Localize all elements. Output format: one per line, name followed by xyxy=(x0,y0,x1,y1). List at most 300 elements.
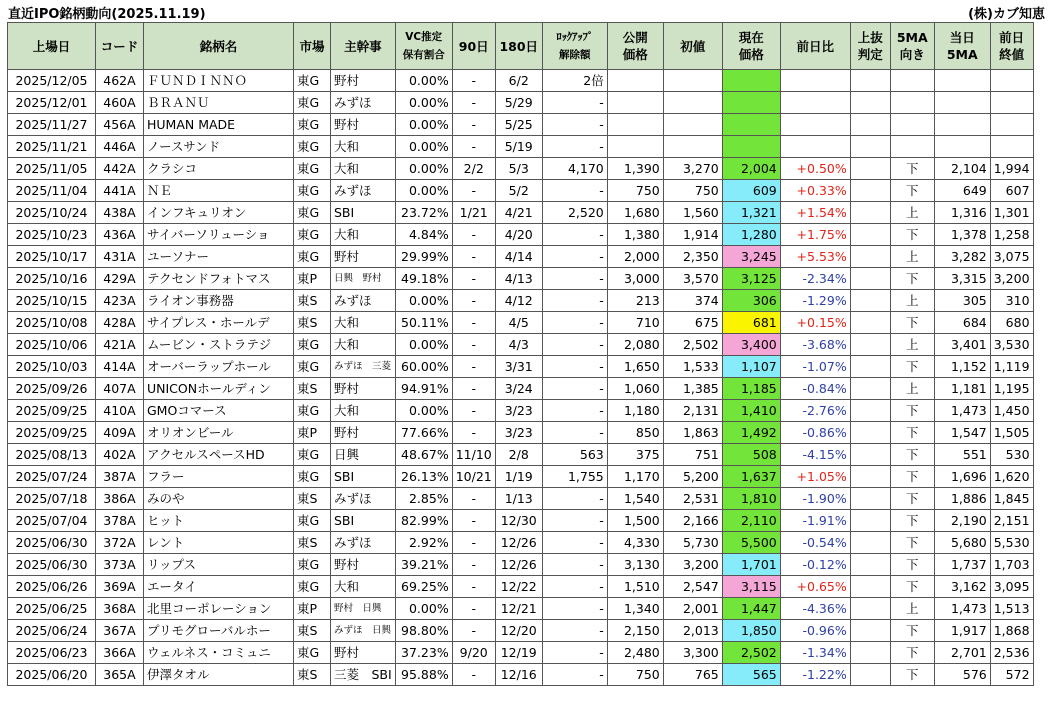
cell-prev: 2,536 xyxy=(990,642,1033,664)
table-row xyxy=(8,180,1034,202)
cell-d90: - xyxy=(452,510,495,532)
cell-name: HUMAN MADE xyxy=(144,114,294,136)
cell-lockup: - xyxy=(542,180,607,202)
table-row xyxy=(8,92,1034,114)
cell-price: 1,447 xyxy=(722,598,780,620)
cell-ipo: 2,480 xyxy=(607,642,663,664)
cell-code: 438A xyxy=(96,202,144,224)
cell-breakout xyxy=(850,642,890,664)
cell-price: 3,245 xyxy=(722,246,780,268)
column-header: 上抜 判定 xyxy=(850,23,890,70)
cell-d90: - xyxy=(452,532,495,554)
cell-lead: 野村 xyxy=(331,246,396,268)
cell-market: 東G xyxy=(294,356,331,378)
cell-date: 2025/07/04 xyxy=(8,510,96,532)
cell-breakout xyxy=(850,400,890,422)
cell-code: 372A xyxy=(96,532,144,554)
cell-d90: - xyxy=(452,92,495,114)
cell-ipo: 750 xyxy=(607,664,663,686)
cell-ma5: 3,401 xyxy=(934,334,990,356)
cell-market: 東G xyxy=(294,114,331,136)
cell-breakout xyxy=(850,532,890,554)
cell-breakout xyxy=(850,114,890,136)
cell-ma-dir: 下 xyxy=(890,158,934,180)
table-body xyxy=(8,70,1034,686)
cell-date: 2025/11/21 xyxy=(8,136,96,158)
cell-d180: 5/3 xyxy=(495,158,542,180)
cell-code: 421A xyxy=(96,334,144,356)
table-row xyxy=(8,488,1034,510)
cell-change: +1.75% xyxy=(780,224,850,246)
cell-d180: 5/2 xyxy=(495,180,542,202)
cell-open: 1,914 xyxy=(663,224,722,246)
cell-prev: 3,200 xyxy=(990,268,1033,290)
cell-ipo: 213 xyxy=(607,290,663,312)
cell-vc: 0.00% xyxy=(395,334,452,356)
column-header: 前日比 xyxy=(780,23,850,70)
cell-ma5: 3,282 xyxy=(934,246,990,268)
cell-vc: 49.18% xyxy=(395,268,452,290)
cell-lead: みずほ xyxy=(331,290,396,312)
cell-ma5: 2,190 xyxy=(934,510,990,532)
column-header: 前日 終値 xyxy=(990,23,1033,70)
cell-breakout xyxy=(850,422,890,444)
cell-market: 東P xyxy=(294,422,331,444)
cell-prev: 2,151 xyxy=(990,510,1033,532)
cell-code: 367A xyxy=(96,620,144,642)
cell-d180: 12/22 xyxy=(495,576,542,598)
cell-date: 2025/11/04 xyxy=(8,180,96,202)
cell-price: 1,321 xyxy=(722,202,780,224)
cell-market: 東S xyxy=(294,620,331,642)
table-row xyxy=(8,598,1034,620)
cell-prev: 1,994 xyxy=(990,158,1033,180)
cell-change: -4.36% xyxy=(780,598,850,620)
cell-ma-dir: 下 xyxy=(890,620,934,642)
cell-d180: 4/5 xyxy=(495,312,542,334)
cell-price: 306 xyxy=(722,290,780,312)
column-header: 上場日 xyxy=(8,23,96,70)
cell-change: -1.91% xyxy=(780,510,850,532)
cell-vc: 0.00% xyxy=(395,92,452,114)
table-row xyxy=(8,466,1034,488)
cell-change: -0.96% xyxy=(780,620,850,642)
cell-lockup: - xyxy=(542,576,607,598)
cell-prev: 1,301 xyxy=(990,202,1033,224)
cell-prev: 1,620 xyxy=(990,466,1033,488)
cell-lockup: - xyxy=(542,664,607,686)
cell-prev: 1,868 xyxy=(990,620,1033,642)
cell-open: 3,200 xyxy=(663,554,722,576)
column-header: 初値 xyxy=(663,23,722,70)
cell-vc: 98.80% xyxy=(395,620,452,642)
cell-vc: 4.84% xyxy=(395,224,452,246)
cell-date: 2025/09/26 xyxy=(8,378,96,400)
cell-ma5: 649 xyxy=(934,180,990,202)
cell-lead: 大和 xyxy=(331,576,396,598)
cell-lead: SBI xyxy=(331,466,396,488)
cell-ma-dir xyxy=(890,70,934,92)
cell-date: 2025/06/26 xyxy=(8,576,96,598)
column-header: 5MA 向き xyxy=(890,23,934,70)
cell-lead: 野村 xyxy=(331,422,396,444)
table-row xyxy=(8,554,1034,576)
cell-lockup: 4,170 xyxy=(542,158,607,180)
cell-date: 2025/10/06 xyxy=(8,334,96,356)
cell-vc: 37.23% xyxy=(395,642,452,664)
cell-vc: 50.11% xyxy=(395,312,452,334)
cell-lockup: - xyxy=(542,598,607,620)
cell-d180: 12/16 xyxy=(495,664,542,686)
cell-lead: 大和 xyxy=(331,158,396,180)
cell-vc: 0.00% xyxy=(395,400,452,422)
table-row xyxy=(8,136,1034,158)
cell-d180: 12/26 xyxy=(495,532,542,554)
cell-ma5: 576 xyxy=(934,664,990,686)
cell-price: 2,110 xyxy=(722,510,780,532)
cell-price: 2,502 xyxy=(722,642,780,664)
cell-open: 2,547 xyxy=(663,576,722,598)
cell-date: 2025/10/08 xyxy=(8,312,96,334)
cell-d90: - xyxy=(452,356,495,378)
cell-d180: 5/29 xyxy=(495,92,542,114)
cell-lockup: 1,755 xyxy=(542,466,607,488)
cell-lead: みずほ xyxy=(331,180,396,202)
cell-date: 2025/06/30 xyxy=(8,532,96,554)
cell-d180: 4/14 xyxy=(495,246,542,268)
column-header: ﾛｯｸｱｯﾌﾟ 解除額 xyxy=(542,23,607,70)
cell-vc: 60.00% xyxy=(395,356,452,378)
cell-ipo: 1,510 xyxy=(607,576,663,598)
cell-date: 2025/06/20 xyxy=(8,664,96,686)
cell-lead: 野村 日興 xyxy=(331,598,396,620)
cell-lead: SBI xyxy=(331,202,396,224)
cell-change: -1.34% xyxy=(780,642,850,664)
cell-d90: - xyxy=(452,180,495,202)
cell-breakout xyxy=(850,180,890,202)
cell-date: 2025/07/18 xyxy=(8,488,96,510)
cell-ma5: 3,315 xyxy=(934,268,990,290)
cell-breakout xyxy=(850,488,890,510)
table-row xyxy=(8,290,1034,312)
cell-ipo: 2,150 xyxy=(607,620,663,642)
cell-name: GMOコマース xyxy=(144,400,294,422)
cell-d90: - xyxy=(452,554,495,576)
cell-ma5 xyxy=(934,92,990,114)
cell-vc: 0.00% xyxy=(395,598,452,620)
cell-open: 2,131 xyxy=(663,400,722,422)
cell-vc: 77.66% xyxy=(395,422,452,444)
cell-ma-dir: 上 xyxy=(890,334,934,356)
cell-ipo: 1,500 xyxy=(607,510,663,532)
cell-open: 3,300 xyxy=(663,642,722,664)
cell-name: ヒット xyxy=(144,510,294,532)
cell-ipo: 710 xyxy=(607,312,663,334)
cell-name: テクセンドフォトマス xyxy=(144,268,294,290)
cell-d180: 12/26 xyxy=(495,554,542,576)
cell-market: 東G xyxy=(294,92,331,114)
cell-lead: SBI xyxy=(331,510,396,532)
cell-ma-dir: 下 xyxy=(890,664,934,686)
cell-breakout xyxy=(850,290,890,312)
cell-ipo: 1,180 xyxy=(607,400,663,422)
cell-open: 5,200 xyxy=(663,466,722,488)
cell-ma5 xyxy=(934,114,990,136)
cell-d90: - xyxy=(452,334,495,356)
cell-ma5: 1,378 xyxy=(934,224,990,246)
credit-label: (株)カブ知恵 xyxy=(968,7,1045,22)
cell-name: フラー xyxy=(144,466,294,488)
cell-name: オーバーラップホール xyxy=(144,356,294,378)
cell-d180: 1/13 xyxy=(495,488,542,510)
cell-market: 東S xyxy=(294,290,331,312)
cell-change: +1.54% xyxy=(780,202,850,224)
cell-lockup: - xyxy=(542,114,607,136)
cell-date: 2025/10/16 xyxy=(8,268,96,290)
cell-date: 2025/10/03 xyxy=(8,356,96,378)
cell-change: +1.05% xyxy=(780,466,850,488)
cell-code: 423A xyxy=(96,290,144,312)
cell-code: 436A xyxy=(96,224,144,246)
column-header: VC推定 保有割合 xyxy=(395,23,452,70)
cell-prev: 1,513 xyxy=(990,598,1033,620)
cell-d180: 4/12 xyxy=(495,290,542,312)
cell-prev: 572 xyxy=(990,664,1033,686)
cell-d180: 12/21 xyxy=(495,598,542,620)
cell-ipo: 850 xyxy=(607,422,663,444)
cell-lead: 日興 野村 xyxy=(331,268,396,290)
cell-date: 2025/09/25 xyxy=(8,400,96,422)
cell-breakout xyxy=(850,202,890,224)
cell-ma-dir: 下 xyxy=(890,356,934,378)
cell-change xyxy=(780,92,850,114)
cell-lockup: - xyxy=(542,422,607,444)
cell-ma5: 2,701 xyxy=(934,642,990,664)
cell-lockup: - xyxy=(542,224,607,246)
cell-price: 1,701 xyxy=(722,554,780,576)
cell-price: 3,400 xyxy=(722,334,780,356)
cell-ipo: 3,000 xyxy=(607,268,663,290)
cell-market: 東S xyxy=(294,532,331,554)
cell-price: 5,500 xyxy=(722,532,780,554)
cell-date: 2025/10/24 xyxy=(8,202,96,224)
cell-breakout xyxy=(850,92,890,114)
cell-breakout xyxy=(850,356,890,378)
cell-ma-dir: 下 xyxy=(890,510,934,532)
cell-price: 1,810 xyxy=(722,488,780,510)
cell-date: 2025/10/17 xyxy=(8,246,96,268)
table-row xyxy=(8,620,1034,642)
cell-breakout xyxy=(850,136,890,158)
cell-lead: 大和 xyxy=(331,224,396,246)
cell-lead: 野村 xyxy=(331,114,396,136)
cell-code: 429A xyxy=(96,268,144,290)
cell-date: 2025/10/15 xyxy=(8,290,96,312)
cell-ma-dir xyxy=(890,114,934,136)
cell-ma5: 305 xyxy=(934,290,990,312)
cell-d90: 10/21 xyxy=(452,466,495,488)
cell-change xyxy=(780,70,850,92)
cell-code: 373A xyxy=(96,554,144,576)
cell-ipo xyxy=(607,70,663,92)
cell-price: 3,125 xyxy=(722,268,780,290)
cell-lockup: - xyxy=(542,532,607,554)
cell-ipo: 4,330 xyxy=(607,532,663,554)
cell-ipo: 1,340 xyxy=(607,598,663,620)
cell-price: 3,115 xyxy=(722,576,780,598)
cell-ma-dir xyxy=(890,136,934,158)
cell-date: 2025/08/13 xyxy=(8,444,96,466)
cell-lead: 日興 xyxy=(331,444,396,466)
cell-ma-dir: 上 xyxy=(890,202,934,224)
cell-change: +0.50% xyxy=(780,158,850,180)
cell-change: -3.68% xyxy=(780,334,850,356)
cell-price: 681 xyxy=(722,312,780,334)
cell-ma-dir: 上 xyxy=(890,598,934,620)
cell-price: 1,492 xyxy=(722,422,780,444)
cell-ma-dir: 下 xyxy=(890,422,934,444)
cell-code: 368A xyxy=(96,598,144,620)
cell-change: -0.86% xyxy=(780,422,850,444)
cell-market: 東G xyxy=(294,334,331,356)
cell-change: -0.54% xyxy=(780,532,850,554)
cell-d90: - xyxy=(452,664,495,686)
cell-ma-dir: 下 xyxy=(890,400,934,422)
cell-code: 441A xyxy=(96,180,144,202)
cell-ipo: 2,080 xyxy=(607,334,663,356)
cell-d90: - xyxy=(452,224,495,246)
cell-open: 3,570 xyxy=(663,268,722,290)
cell-code: 369A xyxy=(96,576,144,598)
cell-d90: - xyxy=(452,488,495,510)
cell-breakout xyxy=(850,224,890,246)
cell-prev: 680 xyxy=(990,312,1033,334)
cell-ma-dir: 下 xyxy=(890,642,934,664)
cell-open: 2,001 xyxy=(663,598,722,620)
cell-breakout xyxy=(850,576,890,598)
cell-date: 2025/06/24 xyxy=(8,620,96,642)
column-header: 180日 xyxy=(495,23,542,70)
cell-ma5 xyxy=(934,70,990,92)
cell-change: +0.65% xyxy=(780,576,850,598)
cell-vc: 94.91% xyxy=(395,378,452,400)
cell-date: 2025/12/01 xyxy=(8,92,96,114)
cell-market: 東S xyxy=(294,664,331,686)
cell-ma5: 3,162 xyxy=(934,576,990,598)
column-header: 90日 xyxy=(452,23,495,70)
cell-market: 東G xyxy=(294,70,331,92)
cell-market: 東G xyxy=(294,576,331,598)
cell-date: 2025/11/27 xyxy=(8,114,96,136)
cell-breakout xyxy=(850,620,890,642)
cell-market: 東S xyxy=(294,488,331,510)
cell-name: 伊澤タオル xyxy=(144,664,294,686)
column-header: 当日 5MA xyxy=(934,23,990,70)
cell-lockup: - xyxy=(542,246,607,268)
cell-open xyxy=(663,114,722,136)
cell-name: ノースサンド xyxy=(144,136,294,158)
cell-ma5: 1,181 xyxy=(934,378,990,400)
cell-prev xyxy=(990,70,1033,92)
column-header: コード xyxy=(96,23,144,70)
cell-prev xyxy=(990,92,1033,114)
cell-market: 東G xyxy=(294,444,331,466)
cell-lockup: - xyxy=(542,356,607,378)
cell-vc: 23.72% xyxy=(395,202,452,224)
cell-ma5: 1,473 xyxy=(934,400,990,422)
cell-market: 東G xyxy=(294,158,331,180)
cell-prev: 607 xyxy=(990,180,1033,202)
cell-open: 2,531 xyxy=(663,488,722,510)
cell-name: エータイ xyxy=(144,576,294,598)
table-row xyxy=(8,576,1034,598)
table-row xyxy=(8,444,1034,466)
cell-lockup: - xyxy=(542,642,607,664)
cell-ma-dir: 下 xyxy=(890,554,934,576)
cell-lockup: - xyxy=(542,620,607,642)
cell-vc: 0.00% xyxy=(395,180,452,202)
cell-d180: 3/23 xyxy=(495,400,542,422)
cell-d90: - xyxy=(452,312,495,334)
cell-lockup: - xyxy=(542,268,607,290)
table-row xyxy=(8,312,1034,334)
cell-ma-dir: 下 xyxy=(890,224,934,246)
column-header: 銘柄名 xyxy=(144,23,294,70)
cell-name: ムービン・ストラテジ xyxy=(144,334,294,356)
cell-vc: 69.25% xyxy=(395,576,452,598)
cell-name: リップス xyxy=(144,554,294,576)
cell-open xyxy=(663,136,722,158)
table-row xyxy=(8,532,1034,554)
cell-price: 1,637 xyxy=(722,466,780,488)
cell-change: +5.53% xyxy=(780,246,850,268)
cell-d180: 3/31 xyxy=(495,356,542,378)
cell-change: +0.15% xyxy=(780,312,850,334)
cell-name: ＦＵＮＤＩＮＮＯ xyxy=(144,70,294,92)
cell-lockup: 2,520 xyxy=(542,202,607,224)
cell-lockup: - xyxy=(542,400,607,422)
cell-lockup: 563 xyxy=(542,444,607,466)
cell-d180: 3/23 xyxy=(495,422,542,444)
cell-ipo xyxy=(607,114,663,136)
cell-name: プリモグローバルホー xyxy=(144,620,294,642)
cell-open: 1,533 xyxy=(663,356,722,378)
cell-lockup: - xyxy=(542,290,607,312)
cell-prev: 1,505 xyxy=(990,422,1033,444)
cell-ma5: 1,737 xyxy=(934,554,990,576)
cell-date: 2025/12/05 xyxy=(8,70,96,92)
cell-code: 446A xyxy=(96,136,144,158)
cell-d180: 4/21 xyxy=(495,202,542,224)
cell-ipo: 1,540 xyxy=(607,488,663,510)
cell-open: 750 xyxy=(663,180,722,202)
cell-prev: 3,530 xyxy=(990,334,1033,356)
cell-vc: 2.85% xyxy=(395,488,452,510)
cell-date: 2025/06/23 xyxy=(8,642,96,664)
cell-code: 462A xyxy=(96,70,144,92)
cell-market: 東G xyxy=(294,510,331,532)
cell-change xyxy=(780,114,850,136)
cell-date: 2025/06/25 xyxy=(8,598,96,620)
cell-ma5: 1,152 xyxy=(934,356,990,378)
cell-vc: 82.99% xyxy=(395,510,452,532)
cell-date: 2025/11/05 xyxy=(8,158,96,180)
cell-d90: - xyxy=(452,246,495,268)
cell-d180: 2/8 xyxy=(495,444,542,466)
cell-prev: 1,258 xyxy=(990,224,1033,246)
cell-vc: 29.99% xyxy=(395,246,452,268)
cell-ipo: 1,060 xyxy=(607,378,663,400)
